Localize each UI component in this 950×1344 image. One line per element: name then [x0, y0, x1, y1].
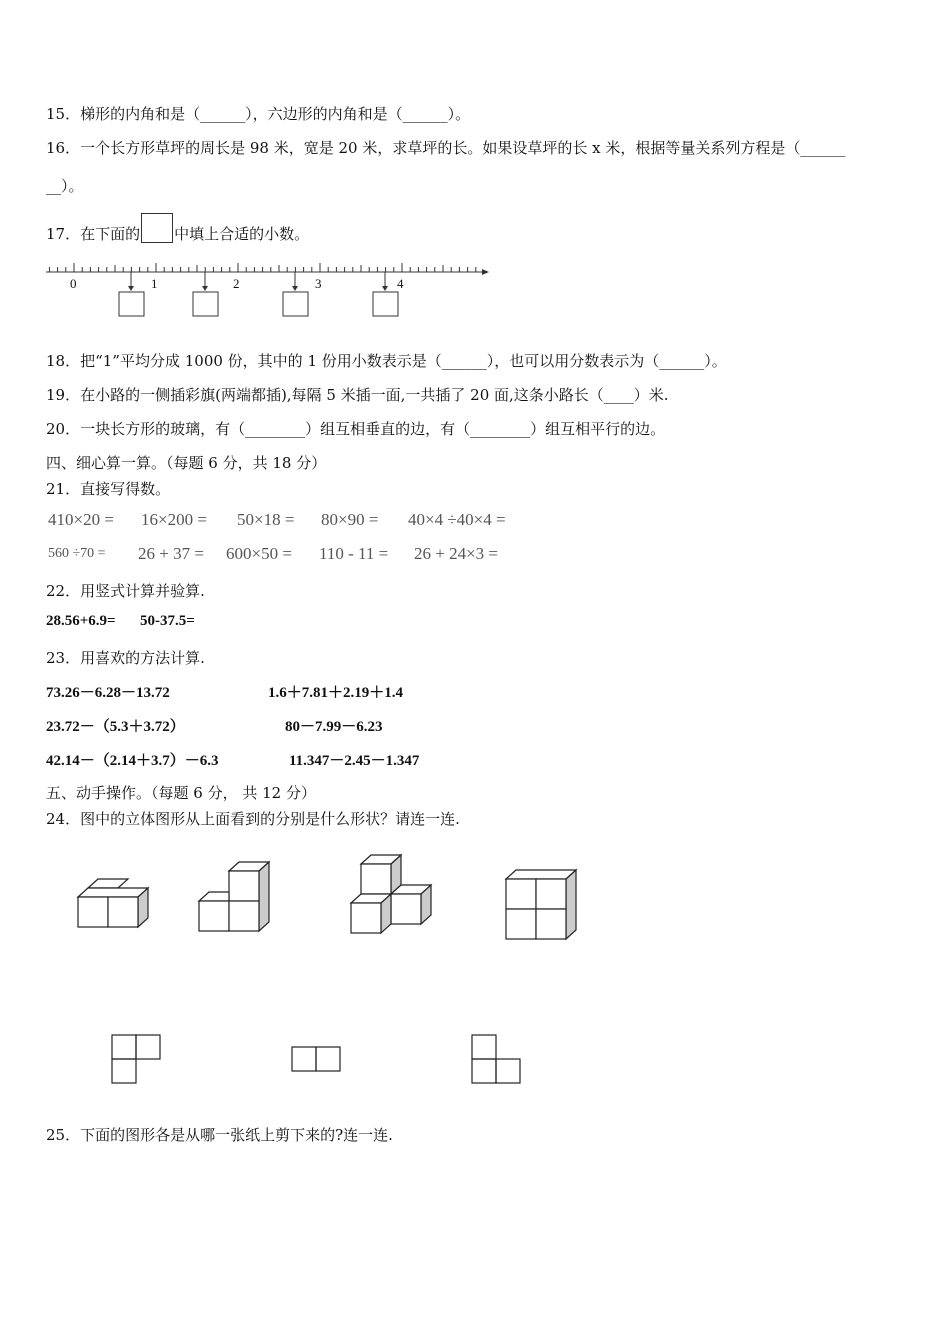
cube-figure-2	[199, 862, 269, 931]
question-16-line1: 16．一个长方形草坪的周长是 98 米，宽是 20 米，求草坪的长。如果设草坪的长 x 米，根据等量关系列方程是（______	[46, 139, 846, 157]
calc-1-1: 410×20 =	[48, 510, 114, 529]
calc-2-4: 110 - 11 =	[319, 544, 389, 563]
question-22-expr-1: 28.56+6.9=	[46, 613, 116, 629]
calc-2-1: 560 ÷70 =	[48, 546, 106, 561]
question-24-title: 24．图中的立体图形从上面看到的分别是什么形状？请连一连.	[46, 810, 460, 828]
section-4-title: 四、细心算一算。（每题 6 分，共 18 分）	[46, 454, 327, 472]
question-23-title: 23．用喜欢的方法计算.	[46, 649, 205, 667]
calc-1-3: 50×18 =	[237, 510, 295, 529]
tick-label-2: 2	[233, 276, 240, 291]
question-23-expr-4: 80－7.99－6.23	[285, 719, 383, 735]
question-15: 15．梯形的内角和是（______），六边形的内角和是（______）。	[46, 105, 471, 123]
question-20: 20．一块长方形的玻璃，有（________）组互相垂直的边，有（________）组互相平行的边。	[46, 420, 666, 438]
calc-1-5: 40×4 ÷40×4 =	[408, 510, 506, 529]
question-23-expr-6: 11.347－2.45－1.347	[289, 753, 420, 769]
calc-1-2: 16×200 =	[141, 510, 207, 529]
cube-figure-3	[351, 855, 431, 933]
tick-label-0: 0	[70, 276, 77, 291]
question-21-title: 21．直接写得数。	[46, 480, 171, 498]
section-5-title: 五、动手操作。（每题 6 分， 共 12 分）	[46, 784, 316, 802]
calc-2-3: 600×50 =	[226, 544, 292, 563]
calc-1-4: 80×90 =	[321, 510, 379, 529]
question-19: 19．在小路的一侧插彩旗(两端都插),每隔 5 米插一面,一共插了 20 面,这条小路长（____）米.	[46, 386, 669, 404]
question-17-after: 中填上合适的小数。	[174, 225, 310, 243]
tick-label-4: 4	[397, 276, 404, 291]
tick-label-1: 1	[151, 276, 158, 291]
cube-figure-1	[78, 879, 148, 927]
question-22-title: 22．用竖式计算并验算.	[46, 582, 205, 600]
question-23-expr-2: 1.6＋7.81＋2.19＋1.4	[268, 685, 404, 701]
calc-2-5: 26 + 24×3 =	[414, 544, 499, 563]
question-23-expr-3: 23.72－（5.3＋3.72）	[46, 719, 185, 735]
top-view-shape-3	[472, 1035, 520, 1083]
tick-label-3: 3	[315, 276, 322, 291]
question-17-before: 17．在下面的	[46, 225, 141, 243]
question-23-expr-1: 73.26－6.28－13.72	[46, 685, 170, 701]
question-23-expr-5: 42.14－（2.14＋3.7）－6.3	[46, 753, 219, 769]
top-view-shape-2	[292, 1047, 340, 1071]
question-18: 18．把“1”平均分成 1000 份，其中的 1 份用小数表示是（______），也可以用分数表示为（______）。	[46, 352, 727, 370]
question-22-expr-2: 50-37.5=	[140, 613, 195, 629]
question-16-line2: __）。	[46, 177, 84, 195]
calc-2-2: 26 + 37 =	[138, 544, 204, 563]
cube-figure-4	[506, 870, 576, 939]
question-25-title: 25．下面的图形各是从哪一张纸上剪下来的?连一连.	[46, 1126, 393, 1144]
top-view-shape-1	[112, 1035, 160, 1083]
